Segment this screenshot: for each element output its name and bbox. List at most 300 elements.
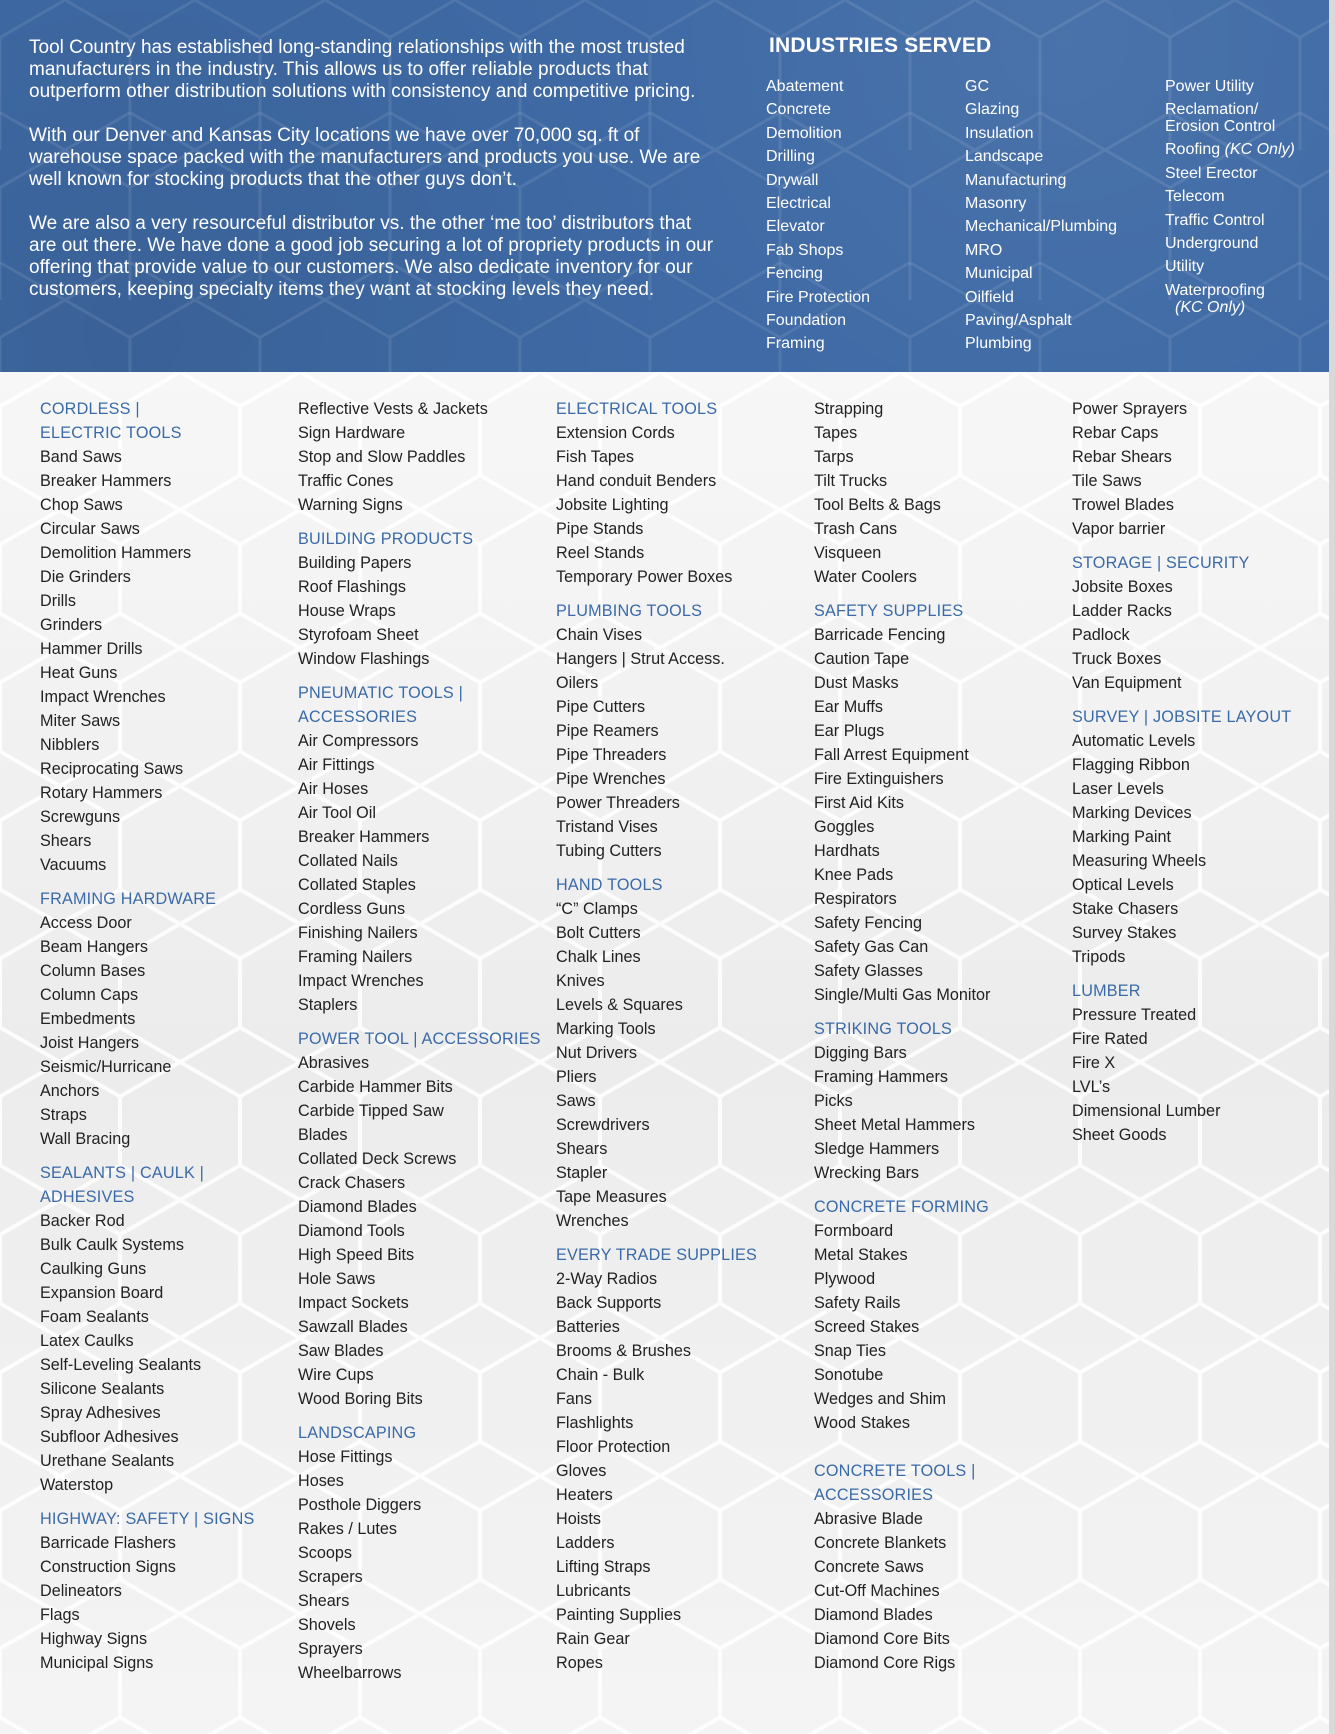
section-heading-lumber: LUMBER: [1072, 982, 1141, 1000]
list-item: Reel Stands: [556, 544, 645, 562]
list-item: Stapler: [556, 1164, 608, 1182]
list-item: Shears: [40, 832, 92, 850]
industry-item-line: Erosion Control: [1165, 118, 1276, 136]
section-heading-cordless: CORDLESS |: [40, 400, 140, 418]
section-heading-framing: FRAMING HARDWARE: [40, 890, 217, 908]
list-item: Collated Nails: [298, 852, 398, 870]
list-item: Safety Gas Can: [814, 938, 929, 956]
list-item: Barricade Fencing: [814, 626, 946, 644]
list-item: Safety Glasses: [814, 962, 923, 980]
list-item: Lubricants: [556, 1582, 631, 1600]
industries-column-3: [1165, 75, 1325, 319]
concrete-forming-list: [814, 1219, 1064, 1435]
industry-item: Elevator: [766, 218, 825, 236]
list-item: Chalk Lines: [556, 948, 641, 966]
list-item: Circular Saws: [40, 520, 140, 538]
intro-paragraph-1: Tool Country has established long-standing relationships with the most trusted manufacturers in the industry. This allows us to offer reliable products that outperform other distribution solutions with consistency and competitive pricing.: [29, 37, 696, 102]
list-item: Knives: [556, 972, 605, 990]
industries-column-1: [766, 75, 966, 356]
list-item: Tapes: [814, 424, 858, 442]
list-item: Picks: [814, 1092, 853, 1110]
industry-item: Electrical: [766, 195, 831, 213]
list-item: Water Coolers: [814, 568, 917, 586]
industry-item: Framing: [766, 335, 825, 353]
list-item: Shears: [556, 1140, 608, 1158]
striking-list: [814, 1041, 1064, 1185]
list-item: Barricade Flashers: [40, 1534, 176, 1552]
list-item: Goggles: [814, 818, 875, 836]
list-item: Diamond Blades: [814, 1606, 933, 1624]
list-item: Abrasive Blade: [814, 1510, 923, 1528]
list-item: Diamond Blades: [298, 1198, 417, 1216]
industries-title: INDUSTRIES SERVED: [769, 34, 992, 57]
list-item: Measuring Wheels: [1072, 852, 1207, 870]
spacer: [298, 671, 548, 681]
industry-item: Foundation: [766, 312, 847, 330]
list-item: Screwdrivers: [556, 1116, 650, 1134]
spacer: [40, 1151, 290, 1161]
list-item: Air Fittings: [298, 756, 375, 774]
list-item: Snap Ties: [814, 1342, 886, 1360]
list-item: Bulk Caulk Systems: [40, 1236, 184, 1254]
list-item: Saws: [556, 1092, 596, 1110]
section-heading-safety: SAFETY SUPPLIES: [814, 602, 964, 620]
list-item: Hangers | Strut Access.: [556, 650, 725, 668]
intro-paragraph-2: With our Denver and Kansas City locations we have over 70,000 sq. ft of warehouse space packed with the manufacturers and products you use. We are well known for stocking products that the other guys don’t.: [29, 125, 701, 190]
list-item: Air Tool Oil: [298, 804, 376, 822]
power-tool-list: [298, 1051, 548, 1411]
list-item: Wire Cups: [298, 1366, 374, 1384]
list-item: Fire X: [1072, 1054, 1116, 1072]
list-item: Roof Flashings: [298, 578, 406, 596]
list-item: Metal Stakes: [814, 1246, 908, 1264]
list-item: Latex Caulks: [40, 1332, 134, 1350]
industry-item: Insulation: [965, 124, 1034, 142]
list-item: Rebar Shears: [1072, 448, 1172, 466]
list-item: Tool Belts & Bags: [814, 496, 941, 514]
product-catalog: [0, 372, 1329, 1734]
list-item: Caution Tape: [814, 650, 910, 668]
list-item: Padlock: [1072, 626, 1130, 644]
list-item: Access Door: [40, 914, 132, 932]
list-item: Tripods: [1072, 948, 1126, 966]
list-item: House Wraps: [298, 602, 396, 620]
list-item: Shears: [298, 1592, 350, 1610]
list-item: Truck Boxes: [1072, 650, 1162, 668]
safety-list: [814, 623, 1064, 1007]
list-item: Marking Tools: [556, 1020, 656, 1038]
industry-item: Oilfield: [965, 288, 1014, 306]
electrical-list: [556, 421, 806, 589]
spacer: [814, 1435, 1064, 1459]
spacer: [556, 863, 806, 873]
list-item: Grinders: [40, 616, 103, 634]
list-item: Anchors: [40, 1082, 100, 1100]
list-item: Pipe Reamers: [556, 722, 659, 740]
list-item: Highway Signs: [40, 1630, 148, 1648]
building-list: [298, 551, 548, 671]
list-item: Fall Arrest Equipment: [814, 746, 969, 764]
list-item: Flags: [40, 1606, 80, 1624]
list-item: Traffic Cones: [298, 472, 394, 490]
industry-item: Fire Protection: [766, 288, 871, 306]
list-item: Hose Fittings: [298, 1448, 393, 1466]
list-item: Floor Protection: [556, 1438, 671, 1456]
list-item: Marking Paint: [1072, 828, 1171, 846]
list-item: Blades: [298, 1126, 348, 1144]
list-item: Trash Cans: [814, 520, 898, 538]
list-item: Sawzall Blades: [298, 1318, 408, 1336]
list-item: Extension Cords: [556, 424, 675, 442]
catalog-column-1: [40, 397, 290, 1675]
industry-item: GC: [965, 78, 989, 95]
list-item: Framing Nailers: [298, 948, 413, 966]
section-heading-pneumatic-line2: ACCESSORIES: [298, 708, 418, 726]
industries-column-2: [965, 75, 1165, 356]
spacer: [556, 1233, 806, 1243]
catalog-column-5: [1072, 397, 1322, 1147]
list-item: Die Grinders: [40, 568, 131, 586]
list-item: Automatic Levels: [1072, 732, 1196, 750]
section-heading-concrete-forming: CONCRETE FORMING: [814, 1198, 989, 1216]
list-item: Power Threaders: [556, 794, 680, 812]
list-item: Van Equipment: [1072, 674, 1182, 692]
list-item: Urethane Sealants: [40, 1452, 175, 1470]
list-item: Optical Levels: [1072, 876, 1174, 894]
list-item: Trowel Blades: [1072, 496, 1174, 514]
list-item: Visqueen: [814, 544, 882, 562]
list-item: Rotary Hammers: [40, 784, 163, 802]
list-item: Sonotube: [814, 1366, 884, 1384]
list-item: Back Supports: [556, 1294, 662, 1312]
list-item: Chop Saws: [40, 496, 123, 514]
spacer: [556, 589, 806, 599]
catalog-column-4: [814, 397, 1064, 1675]
list-item: Cut-Off Machines: [814, 1582, 940, 1600]
list-item: Levels & Squares: [556, 996, 683, 1014]
highway-list-continued: [298, 397, 548, 517]
spacer: [40, 1497, 290, 1507]
list-item: Rakes / Lutes: [298, 1520, 397, 1538]
list-item: Laser Levels: [1072, 780, 1164, 798]
list-item: Carbide Tipped Saw: [298, 1102, 444, 1120]
list-item: LVL’s: [1072, 1078, 1111, 1096]
list-item: Carbide Hammer Bits: [298, 1078, 453, 1096]
list-item: Drills: [40, 592, 76, 610]
list-item: Wedges and Shim: [814, 1390, 946, 1408]
list-item: Heaters: [556, 1486, 613, 1504]
storage-list: [1072, 575, 1322, 695]
list-item: High Speed Bits: [298, 1246, 415, 1264]
list-item: Oilers: [556, 674, 599, 692]
list-item: Seismic/Hurricane: [40, 1058, 172, 1076]
list-item: Flagging Ribbon: [1072, 756, 1190, 774]
pneumatic-list: [298, 729, 548, 1017]
list-item: Wall Bracing: [40, 1130, 131, 1148]
list-item: Lifting Straps: [556, 1558, 651, 1576]
section-heading-concrete-tools: CONCRETE TOOLS |: [814, 1462, 976, 1480]
list-item: Column Caps: [40, 986, 139, 1004]
list-item: Formboard: [814, 1222, 894, 1240]
industry-item: Power Utility: [1165, 78, 1254, 95]
section-heading-cordless-line2: ELECTRIC TOOLS: [40, 424, 182, 442]
list-item: Survey Stakes: [1072, 924, 1177, 942]
spacer: [814, 589, 1064, 599]
list-item: Chain - Bulk: [556, 1366, 645, 1384]
every-trade-list-continued: [814, 397, 1064, 589]
list-item: Marking Devices: [1072, 804, 1192, 822]
list-item: Pipe Threaders: [556, 746, 667, 764]
list-item: Wrenches: [556, 1212, 629, 1230]
section-heading-landscaping: LANDSCAPING: [298, 1424, 417, 1442]
list-item: Hardhats: [814, 842, 880, 860]
list-item: Window Flashings: [298, 650, 430, 668]
list-item: Sprayers: [298, 1640, 363, 1658]
list-item: Rain Gear: [556, 1630, 630, 1648]
list-item: Fire Extinguishers: [814, 770, 944, 788]
industry-item: Abatement: [766, 78, 844, 95]
section-heading-sealants: SEALANTS | CAULK |: [40, 1164, 205, 1182]
section-heading-storage: STORAGE | SECURITY: [1072, 554, 1250, 572]
section-heading-building: BUILDING PRODUCTS: [298, 530, 474, 548]
list-item: Ear Muffs: [814, 698, 883, 716]
concrete-tools-list-continued: [1072, 397, 1322, 541]
hand-tools-list: [556, 897, 806, 1233]
plumbing-list: [556, 623, 806, 863]
list-item: Breaker Hammers: [298, 828, 430, 846]
list-item: Scoops: [298, 1544, 352, 1562]
list-item: Concrete Blankets: [814, 1534, 947, 1552]
list-item: Air Hoses: [298, 780, 369, 798]
industry-item: [1165, 279, 1325, 319]
list-item: Respirators: [814, 890, 897, 908]
list-item: Pipe Stands: [556, 520, 644, 538]
list-item: Impact Wrenches: [298, 972, 424, 990]
industry-item: Utility: [1165, 258, 1205, 276]
list-item: Sign Hardware: [298, 424, 406, 442]
list-item: Wrecking Bars: [814, 1164, 919, 1182]
list-item: Joist Hangers: [40, 1034, 139, 1052]
list-item: Digging Bars: [814, 1044, 907, 1062]
list-item: Hoists: [556, 1510, 601, 1528]
catalog-column-3: [556, 397, 806, 1675]
industry-item-label: Roofing: [1165, 141, 1221, 159]
list-item: Stop and Slow Paddles: [298, 448, 466, 466]
list-item: Sheet Metal Hammers: [814, 1116, 976, 1134]
sealants-list: [40, 1209, 290, 1497]
list-item: Crack Chasers: [298, 1174, 406, 1192]
list-item: Staplers: [298, 996, 358, 1014]
spacer: [298, 1017, 548, 1027]
list-item: Subfloor Adhesives: [40, 1428, 179, 1446]
list-item: Breaker Hammers: [40, 472, 172, 490]
list-item: Silicone Sealants: [40, 1380, 165, 1398]
list-item: Delineators: [40, 1582, 122, 1600]
lumber-list: [1072, 1003, 1322, 1147]
section-heading-concrete-tools-line2: ACCESSORIES: [814, 1486, 934, 1504]
list-item: Ladders: [556, 1534, 615, 1552]
list-item: Single/Multi Gas Monitor: [814, 986, 991, 1004]
list-item: Spray Adhesives: [40, 1404, 161, 1422]
list-item: “C” Clamps: [556, 900, 638, 918]
list-item: Waterstop: [40, 1476, 114, 1494]
industry-item: Steel Erector: [1165, 164, 1258, 182]
list-item: Backer Rod: [40, 1212, 125, 1230]
kc-only-wrap: [1165, 299, 1325, 316]
list-item: Heat Guns: [40, 664, 118, 682]
list-item: Collated Deck Screws: [298, 1150, 457, 1168]
section-heading-every-trade: EVERY TRADE SUPPLIES: [556, 1246, 758, 1264]
list-item: Cordless Guns: [298, 900, 406, 918]
list-item: Construction Signs: [40, 1558, 176, 1576]
list-item: Ear Plugs: [814, 722, 885, 740]
section-heading-power-tool: POWER TOOL | ACCESSORIES: [298, 1030, 541, 1048]
list-item: Styrofoam Sheet: [298, 626, 419, 644]
section-heading-striking: STRIKING TOOLS: [814, 1020, 953, 1038]
list-item: Finishing Nailers: [298, 924, 418, 942]
industry-item: [1165, 98, 1325, 138]
kc-only-note: (KC Only): [1175, 298, 1246, 316]
list-item: Band Saws: [40, 448, 122, 466]
list-item: Nut Drivers: [556, 1044, 637, 1062]
industry-item: MRO: [965, 241, 1003, 259]
list-item: 2-Way Radios: [556, 1270, 658, 1288]
list-item: Batteries: [556, 1318, 620, 1336]
spacer: [1072, 969, 1322, 979]
list-item: Column Bases: [40, 962, 146, 980]
list-item: Safety Fencing: [814, 914, 922, 932]
list-item: Fire Rated: [1072, 1030, 1148, 1048]
list-item: Scrapers: [298, 1568, 363, 1586]
list-item: Concrete Saws: [814, 1558, 924, 1576]
list-item: Nibblers: [40, 736, 100, 754]
list-item: Tile Saws: [1072, 472, 1142, 490]
section-heading-survey: SURVEY | JOBSITE LAYOUT: [1072, 708, 1292, 726]
industry-item-line: Reclamation/: [1165, 101, 1259, 119]
list-item: Hole Saws: [298, 1270, 376, 1288]
list-item: Brooms & Brushes: [556, 1342, 691, 1360]
industry-item: [1165, 138, 1325, 161]
every-trade-list: [556, 1267, 806, 1675]
list-item: Air Compressors: [298, 732, 419, 750]
list-item: Pressure Treated: [1072, 1006, 1197, 1024]
list-item: Hand conduit Benders: [556, 472, 717, 490]
kc-only-note: (KC Only): [1224, 141, 1295, 159]
intro-text: [29, 37, 719, 323]
list-item: Tubing Cutters: [556, 842, 662, 860]
spacer: [1072, 695, 1322, 705]
catalog-column-2: [298, 397, 548, 1685]
list-item: Screed Stakes: [814, 1318, 920, 1336]
list-item: Ladder Racks: [1072, 602, 1172, 620]
section-heading-sealants-line2: ADHESIVES: [40, 1188, 135, 1206]
list-item: Collated Staples: [298, 876, 416, 894]
list-item: Wood Stakes: [814, 1414, 910, 1432]
list-item: Saw Blades: [298, 1342, 384, 1360]
industry-item: Drilling: [766, 148, 815, 166]
list-item: Diamond Tools: [298, 1222, 405, 1240]
list-item: Fans: [556, 1390, 592, 1408]
list-item: Self-Leveling Sealants: [40, 1356, 202, 1374]
list-item: Power Sprayers: [1072, 400, 1188, 418]
list-item: Jobsite Boxes: [1072, 578, 1173, 596]
list-item: First Aid Kits: [814, 794, 904, 812]
list-item: Warning Signs: [298, 496, 403, 514]
section-heading-electrical: ELECTRICAL TOOLS: [556, 400, 718, 418]
list-item: Beam Hangers: [40, 938, 148, 956]
list-item: Screwguns: [40, 808, 121, 826]
list-item: Sheet Goods: [1072, 1126, 1167, 1144]
list-item: Straps: [40, 1106, 87, 1124]
industry-item: Municipal: [965, 265, 1033, 283]
list-item: Tilt Trucks: [814, 472, 888, 490]
section-heading-highway: HIGHWAY: SAFETY | SIGNS: [40, 1510, 255, 1528]
industry-item: Masonry: [965, 195, 1027, 213]
list-item: Painting Supplies: [556, 1606, 682, 1624]
list-item: Wood Boring Bits: [298, 1390, 423, 1408]
list-item: Embedments: [40, 1010, 136, 1028]
industry-item: Fab Shops: [766, 241, 844, 259]
list-item: Tape Measures: [556, 1188, 667, 1206]
industry-item: Traffic Control: [1165, 211, 1265, 229]
list-item: Abrasives: [298, 1054, 370, 1072]
list-item: Vacuums: [40, 856, 107, 874]
list-item: Reciprocating Saws: [40, 760, 184, 778]
list-item: Sledge Hammers: [814, 1140, 940, 1158]
list-item: Tarps: [814, 448, 854, 466]
list-item: Flashlights: [556, 1414, 634, 1432]
list-item: Hoses: [298, 1472, 344, 1490]
list-item: Fish Tapes: [556, 448, 634, 466]
list-item: Rebar Caps: [1072, 424, 1159, 442]
section-heading-hand-tools: HAND TOOLS: [556, 876, 663, 894]
industry-item: Demolition: [766, 124, 842, 142]
industry-item: Telecom: [1165, 188, 1225, 206]
spacer: [40, 877, 290, 887]
industry-item: Paving/Asphalt: [965, 312, 1072, 330]
spacer: [1072, 541, 1322, 551]
industry-item: Underground: [1165, 235, 1259, 253]
list-item: Municipal Signs: [40, 1654, 154, 1672]
list-item: Safety Rails: [814, 1294, 901, 1312]
framing-list: [40, 911, 290, 1151]
list-item: Posthole Diggers: [298, 1496, 422, 1514]
list-item: Caulking Guns: [40, 1260, 147, 1278]
list-item: Framing Hammers: [814, 1068, 949, 1086]
list-item: Dimensional Lumber: [1072, 1102, 1221, 1120]
list-item: Demolition Hammers: [40, 544, 192, 562]
industry-item: Plumbing: [965, 335, 1032, 353]
list-item: Reflective Vests & Jackets: [298, 400, 488, 418]
list-item: Diamond Core Bits: [814, 1630, 950, 1648]
industry-item: Landscape: [965, 148, 1044, 166]
top-banner: [0, 0, 1329, 372]
industry-item: Concrete: [766, 101, 831, 119]
list-item: Building Papers: [298, 554, 412, 572]
spacer: [814, 1007, 1064, 1017]
spacer: [298, 1411, 548, 1421]
industry-item: Mechanical/Plumbing: [965, 218, 1118, 236]
list-item: Knee Pads: [814, 866, 894, 884]
industry-item-line: Waterproofing: [1165, 281, 1265, 299]
list-item: Wheelbarrows: [298, 1664, 402, 1682]
survey-list: [1072, 729, 1322, 969]
landscaping-list: [298, 1445, 548, 1685]
list-item: Vapor barrier: [1072, 520, 1166, 538]
list-item: Foam Sealants: [40, 1308, 149, 1326]
list-item: Dust Masks: [814, 674, 899, 692]
list-item: Plywood: [814, 1270, 876, 1288]
